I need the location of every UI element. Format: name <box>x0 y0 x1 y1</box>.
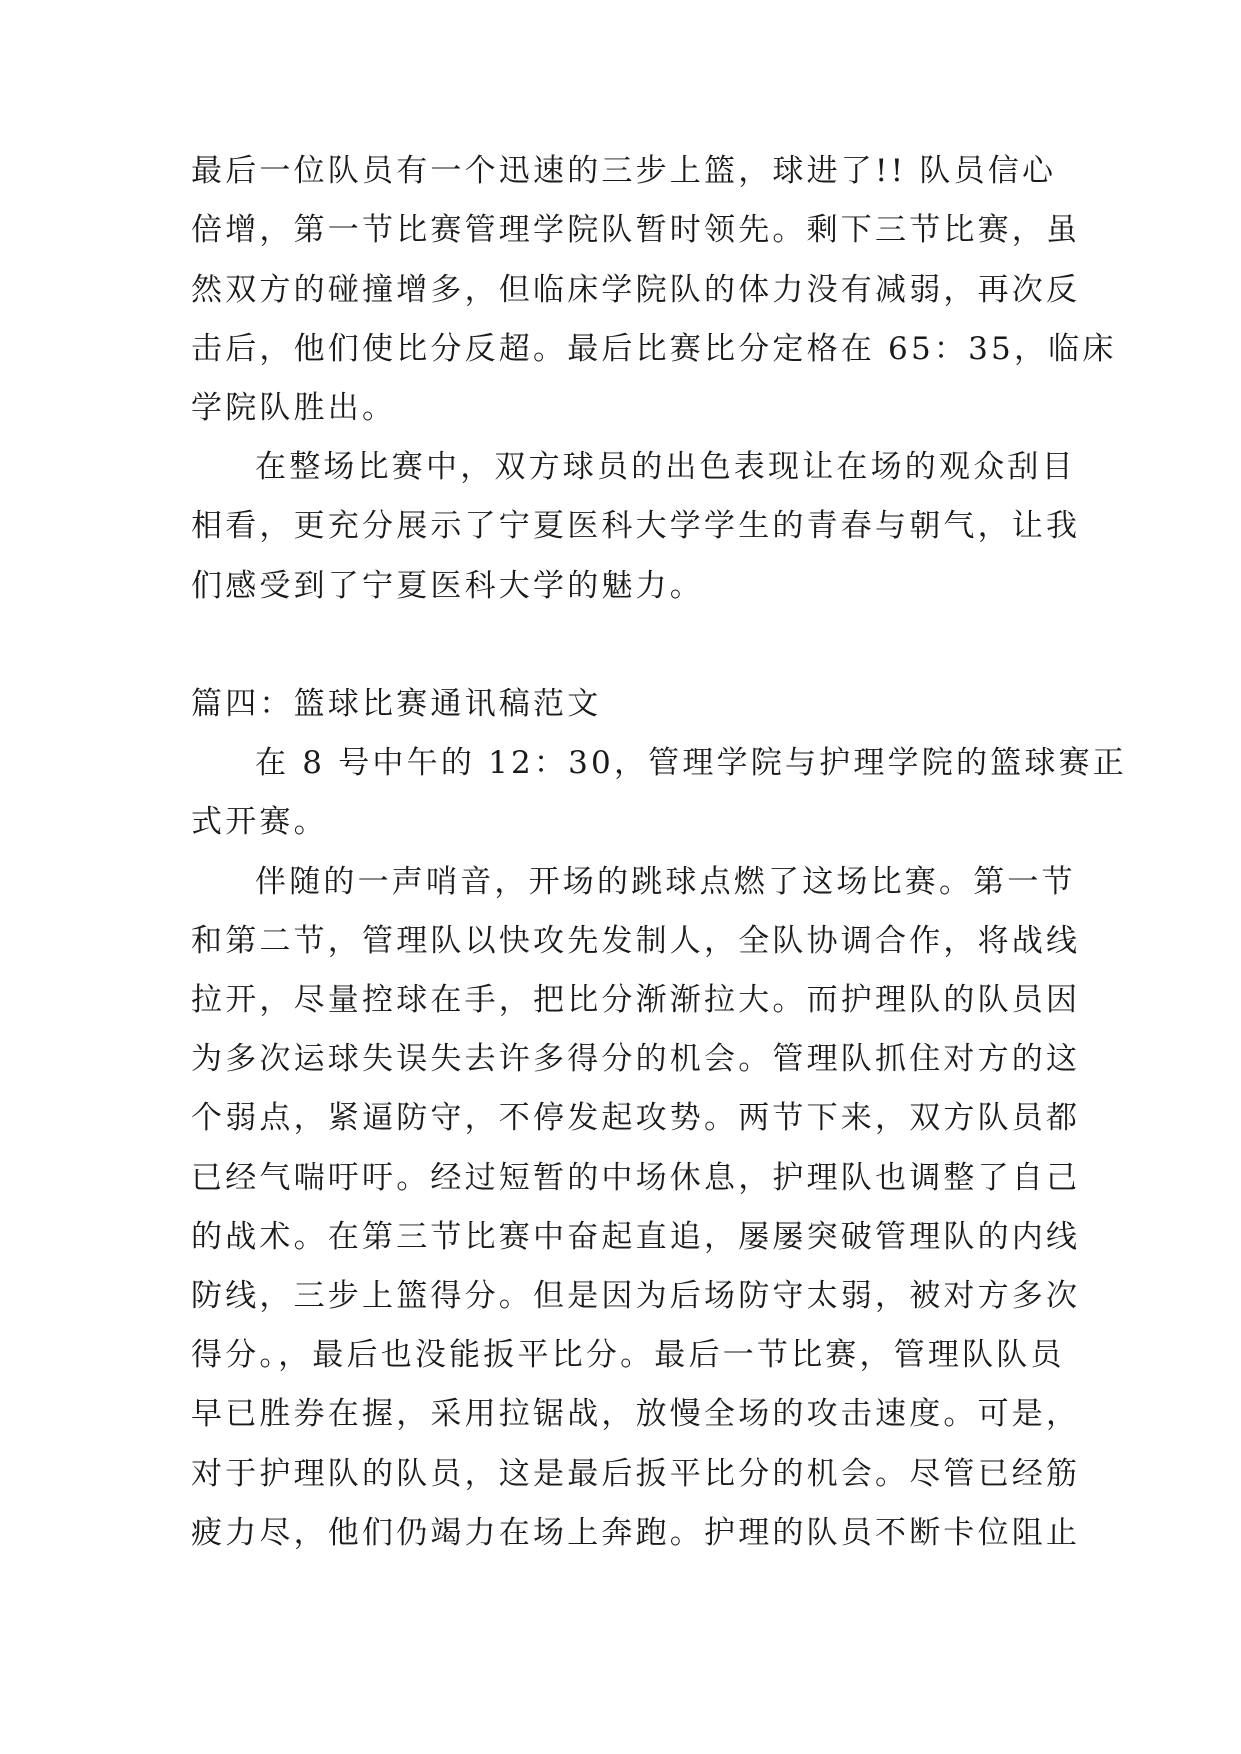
paragraph-4-line-6: 已经气喘吁吁。经过短暂的中场休息，护理队也调整了自己 <box>191 1160 1081 1196</box>
paragraph-1-line-5: 学院队胜出。 <box>191 390 397 426</box>
section-heading: 篇四：篮球比赛通讯稿范文 <box>191 686 602 722</box>
paragraph-4-line-4: 为多次运球失误失去许多得分的机会。管理队抓住对方的这 <box>191 1041 1081 1077</box>
paragraph-1-line-3: 然双方的碰撞增多，但临床学院队的体力没有减弱，再次反 <box>191 272 1081 308</box>
paragraph-4-line-5: 个弱点，紧逼防守，不停发起攻势。两节下来，双方队员都 <box>191 1100 1081 1136</box>
paragraph-1-line-2: 倍增，第一节比赛管理学院队暂时领先。剩下三节比赛，虽 <box>191 212 1081 248</box>
paragraph-2-line-3: 们感受到了宁夏医科大学的魅力。 <box>191 568 704 604</box>
paragraph-1-line-1: 最后一位队员有一个迅速的三步上篮，球进了!! 队员信心 <box>191 153 1057 189</box>
paragraph-4-line-8: 防线，三步上篮得分。但是因为后场防守太弱，被对方多次 <box>191 1278 1081 1314</box>
paragraph-1-line-4: 击后，他们使比分反超。最后比赛比分定格在 65：35，临床 <box>191 331 1117 367</box>
paragraph-3-line-1: 在 8 号中午的 12：30，管理学院与护理学院的篮球赛正 <box>255 745 1127 781</box>
paragraph-4-line-7: 的战术。在第三节比赛中奋起直追，屡屡突破管理队的内线 <box>191 1219 1081 1255</box>
paragraph-3-line-2: 式开赛。 <box>191 804 328 840</box>
paragraph-4-line-10: 早已胜券在握，采用拉锯战，放慢全场的攻击速度。可是， <box>191 1396 1081 1432</box>
paragraph-4-line-12: 疲力尽，他们仍竭力在场上奔跑。护理的队员不断卡位阻止 <box>191 1515 1081 1551</box>
paragraph-4-line-3: 拉开，尽量控球在手，把比分渐渐拉大。而护理队的队员因 <box>191 982 1081 1018</box>
paragraph-2-line-1: 在整场比赛中，双方球员的出色表现让在场的观众刮目 <box>255 449 1076 485</box>
paragraph-4-line-1: 伴随的一声哨音，开场的跳球点燃了这场比赛。第一节 <box>255 864 1076 900</box>
paragraph-4-line-9: 得分。，最后也没能扳平比分。最后一节比赛，管理队队员 <box>191 1337 1065 1373</box>
paragraph-4-line-2: 和第二节，管理队以快攻先发制人，全队协调合作，将战线 <box>191 923 1081 959</box>
paragraph-2-line-2: 相看，更充分展示了宁夏医科大学学生的青春与朝气，让我 <box>191 508 1081 544</box>
paragraph-4-line-11: 对于护理队的队员，这是最后扳平比分的机会。尽管已经筋 <box>191 1456 1081 1492</box>
